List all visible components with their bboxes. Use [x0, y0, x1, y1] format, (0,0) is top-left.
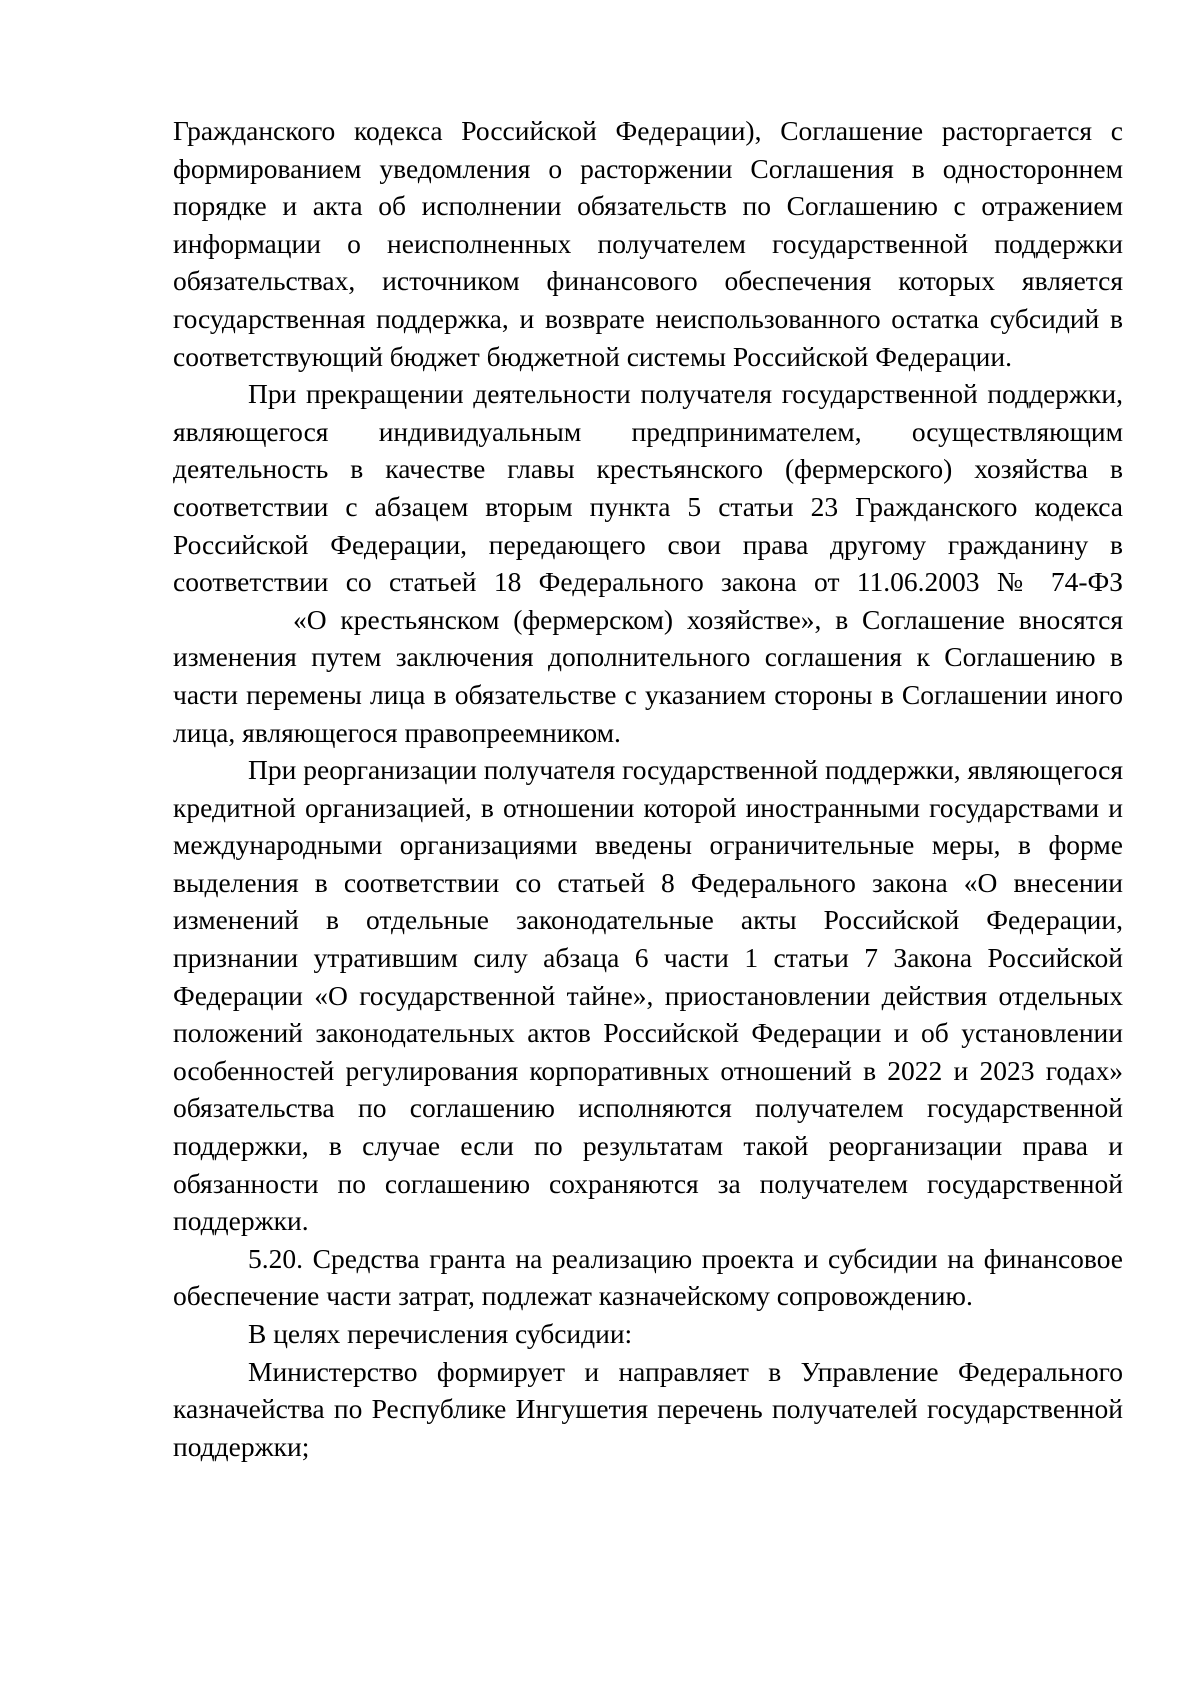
paragraph-reorganization: При реорганизации получателя государственной поддержки, являющегося кредитной организацией, в отношении которой иностранными государствами и международными организациями введены ограничительные меры, в форме выделения в соответствии со статьей 8 Федерального закона «О внесении изменений в отдельные законодательные акты Российской Федерации, признании утратившим силу абзаца 6 части 1 статьи 7 Закона Российской Федерации «О государственной тайне», приостановлении действия отдельных положений законодательных актов Российской Федерации и об установлении особенностей регулирования корпоративных отношений в 2022 и 2023 годах» обязательства по соглашению исполняются получателем государственной поддержки, в случае если по результатам такой реорганизации права и обязанности по соглашению сохраняются за получателем государственной поддержки. [173, 754, 1123, 1237]
paragraph-clause-5-20: 5.20. Средства гранта на реализацию проекта и субсидии на финансовое обеспечение части затрат, подлежат казначейскому сопровождению. [173, 1242, 1123, 1312]
paragraph-termination-part-1: При прекращении деятельности получателя государственной поддержки, являющегося индивидуальным предпринимателем, осуществляющим деятельность в качестве главы крестьянского (фермерского) хозяйства в соответствии с абзацем вторым пункта 5 статьи 23 Гражданского кодекса Российской Федерации, передающего свои права другому гражданину в соответствии со статьей 18 Федерального закона от 11.06.2003 № 74-ФЗ [173, 378, 1123, 598]
document-body [173, 112, 1123, 1465]
paragraph-continuation: Гражданского кодекса Российской Федерации), Соглашение расторгается с формированием уведомления о расторжении Соглашения в одностороннем порядке и акта об исполнении обязательств по Соглашению с отражением информации о неисполненных получателем государственной поддержки обязательствах, источником финансового обеспечения которых является государственная поддержка, и возврате неиспользованного остатка субсидий в соответствующий бюджет бюджетной системы Российской Федерации. [173, 115, 1123, 372]
paragraph-subsidy-transfer: В целях перечисления субсидии: [248, 1318, 633, 1349]
paragraph-termination-part-2: «О крестьянском (фермерском) хозяйстве», в Соглашение вносятся изменения путем заключения дополнительного соглашения к Соглашению в части перемены лица в обязательстве с указанием стороны в Соглашении иного лица, являющегося правопреемником. [173, 603, 1123, 748]
paragraph-ministry-list: Министерство формирует и направляет в Управление Федерального казначейства по Республике Ингушетия перечень получателей государственной поддержки; [173, 1355, 1123, 1462]
paragraph-termination-of-activity [173, 375, 1123, 751]
